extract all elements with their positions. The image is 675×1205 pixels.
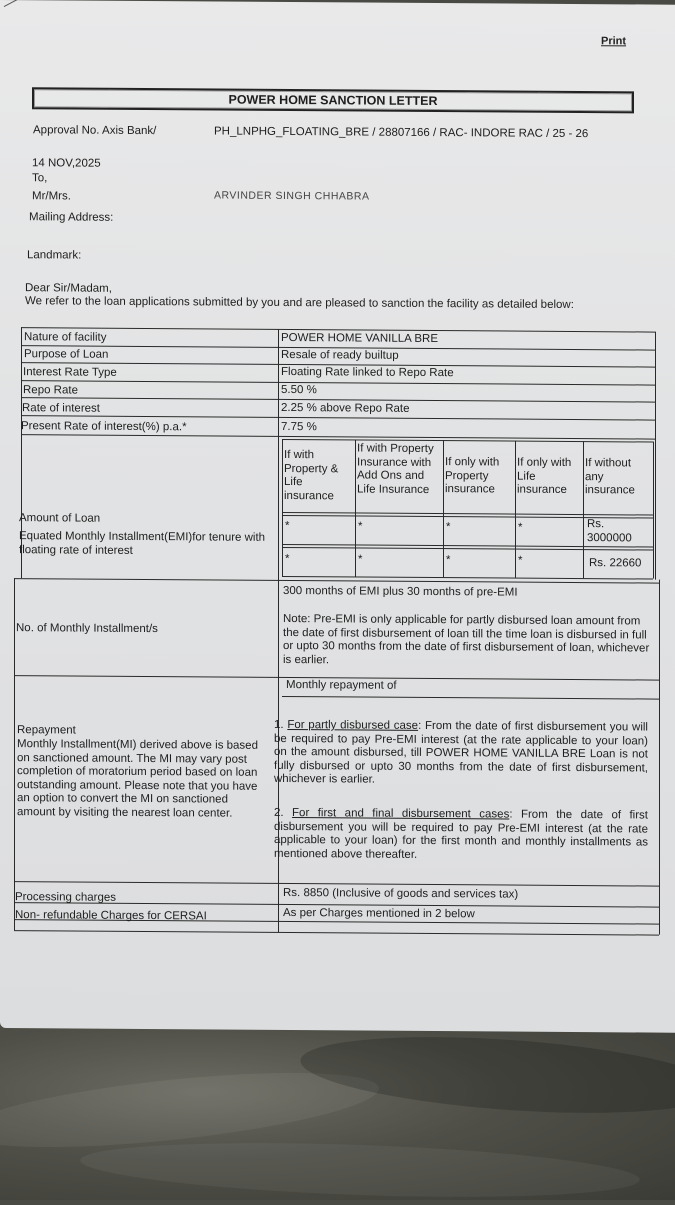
intro-text: We refer to the loan applications submitted by you and are pleased to sanction the facility as detailed below: — [25, 295, 574, 312]
amount-cell-no-insurance: Rs. 3000000 — [587, 518, 632, 544]
cersai-label: Non- refundable Charges for CERSAI — [15, 909, 207, 923]
row-label-present-roi: Present Rate of interest(%) p.a.* — [21, 420, 187, 434]
amount-cell-4: * — [518, 521, 523, 534]
point-2-text: : From the date of first disbursement you will be required to pay Pre-EMI interest (at the rate applicable to your loan) for the first month and monthly installments as mentioned above thereafter. — [274, 808, 648, 861]
amount-cell-1: * — [285, 519, 290, 533]
mailing-address-label: Mailing Address: — [29, 211, 114, 224]
processing-label: Processing charges — [15, 891, 116, 904]
print-link[interactable]: Print — [601, 35, 627, 48]
point-2-title: For first and final disbursement cases — [292, 807, 510, 821]
background-cloth — [0, 1020, 675, 1200]
row-value-roi: 2.25 % above Repo Rate — [281, 401, 410, 415]
repayment-heading: Monthly repayment of — [286, 678, 397, 692]
row-label-roi: Rate of interest — [22, 402, 100, 415]
emi-cell-4: * — [518, 554, 523, 567]
approval-number: PH_LNPHG_FLOATING_BRE / 28807166 / RAC- INDORE RAC / 25 - 26 — [214, 125, 589, 141]
emi-cell-no-insurance: Rs. 22660 — [589, 557, 642, 570]
ins-header-life-only: If only with Life insurance — [517, 456, 572, 496]
installments-label: No. of Monthly Installment/s — [16, 622, 158, 636]
row-value-repo: 5.50 % — [281, 383, 317, 397]
cersai-value: As per Charges mentioned in 2 below — [283, 906, 475, 921]
row-label-rate-type: Interest Rate Type — [23, 366, 117, 379]
ins-header-property-life: If with Property & Life insurance — [284, 448, 339, 502]
emi-cell-2: * — [358, 553, 363, 566]
point-2-number: 2. — [274, 806, 284, 819]
row-value-nature: POWER HOME VANILLA BRE — [281, 331, 438, 346]
to-label: To, — [32, 172, 48, 185]
point-1-number: 1. — [274, 718, 284, 731]
customer-name: ARVINDER SINGH CHHABRA — [214, 189, 370, 203]
row-label-purpose: Purpose of Loan — [24, 348, 109, 361]
approval-label: Approval No. Axis Bank/ — [33, 124, 157, 138]
ins-header-none: If without any insurance — [585, 457, 635, 497]
emi-label: Equated Monthly Installment(EMI)for tenure with floating rate of interest — [19, 530, 266, 557]
repayment-point-2 — [274, 807, 648, 864]
emi-cell-1: * — [285, 552, 290, 566]
landmark-label: Landmark: — [27, 249, 82, 262]
point-1-title: For partly disbursed case — [287, 719, 419, 732]
repayment-label: Repayment — [17, 724, 76, 737]
row-label-nature: Nature of facility — [24, 331, 107, 344]
amount-cell-3: * — [446, 521, 451, 534]
ins-header-addons-life: If with Property Insurance with Add Ons and Life Insurance — [357, 442, 434, 496]
row-value-purpose: Resale of ready builtup — [281, 348, 399, 362]
greeting: Dear Sir/Madam, — [25, 282, 112, 295]
row-value-present-roi: 7.75 % — [281, 420, 317, 434]
pen-mark — [4, 0, 38, 7]
emi-cell-3: * — [446, 554, 451, 567]
point-1-text: : From the date of first disbursement you will be required to pay Pre-EMI interest (at the rate applicable to your loan) on the amount disbursed, till POWER HOME VANILLA BRE Loan is not fully disbursed or upto 30 months from the date of first disbursement, whichever is earlier. — [274, 719, 648, 786]
row-value-rate-type: Floating Rate linked to Repo Rate — [281, 365, 454, 380]
letter-date: 14 NOV,2025 — [32, 157, 101, 170]
ins-header-property-only: If only with Property insurance — [445, 456, 500, 496]
amount-of-loan-label: Amount of Loan — [19, 512, 101, 525]
processing-value: Rs. 8850 (Inclusive of goods and services tax) — [283, 886, 519, 901]
installments-note: Note: Pre-EMI is only applicable for partly disbursed loan amount from the date of first disbursement of loan till the time loan is disbursed in full or upto 30 months from the date of first disbursement of loan, whichever is earlier. — [283, 612, 650, 666]
repayment-description: Monthly Installment(MI) derived above is based on sanctioned amount. The MI may vary post completion of moratorium period based on loan outstanding amount. Please note that you have an option to convert the MI on sanctioned amount by visiting the nearest loan center. — [17, 738, 258, 820]
installments-value: 300 months of EMI plus 30 months of pre-EMI — [283, 584, 518, 599]
salutation-prefix: Mr/Mrs. — [32, 190, 71, 203]
row-label-repo: Repo Rate — [23, 384, 78, 397]
amount-cell-2: * — [358, 520, 363, 533]
repayment-point-1 — [274, 719, 648, 789]
letter-title: POWER HOME SANCTION LETTER — [32, 87, 634, 113]
